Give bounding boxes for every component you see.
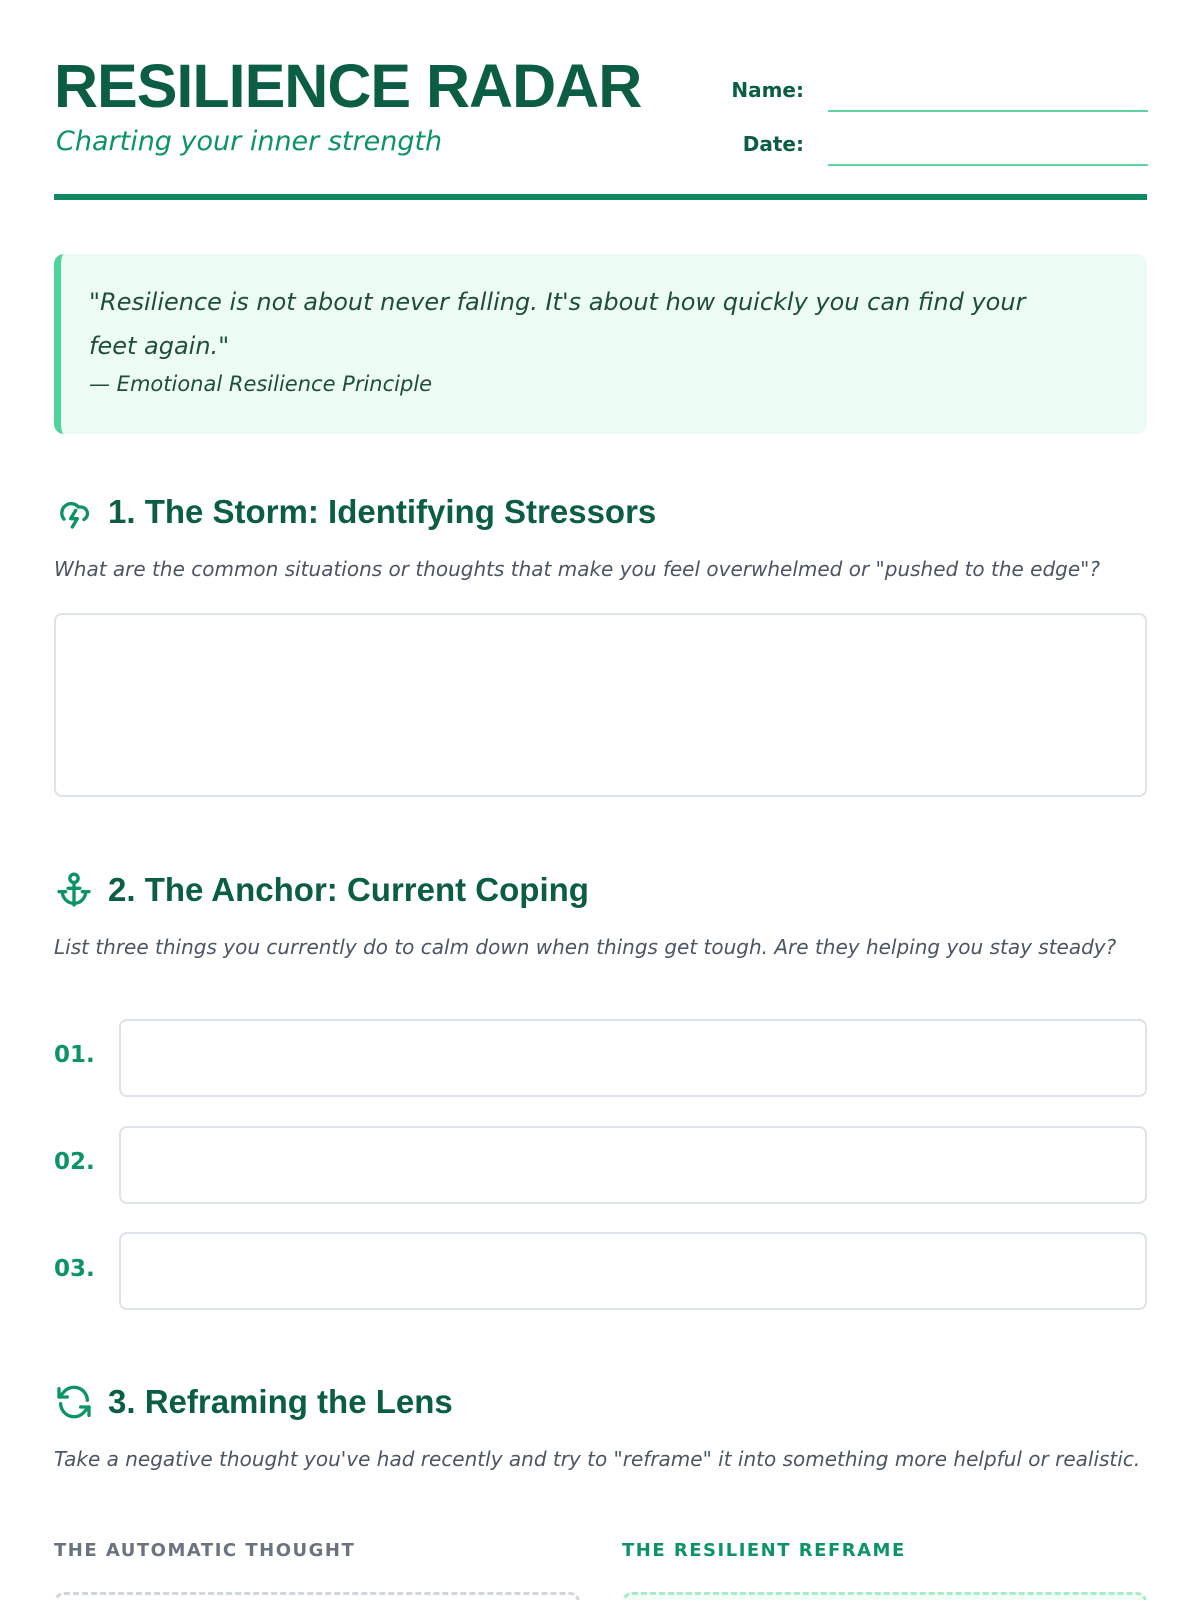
section-storm-header [54,490,656,534]
automatic-thought-label: THE AUTOMATIC THOUGHT [54,1540,356,1561]
section-anchor-header [54,868,589,912]
section-reframe-header [54,1380,453,1424]
name-label: Name: [731,78,804,102]
quote-source: — Emotional Resilience Principle [89,372,433,396]
section-prompt: Take a negative thought you've had recently and try to "reframe" it into something more helpful or realistic. [54,1447,1141,1471]
storm-cloud-icon [54,492,94,532]
quote-text: "Resilience is not about never falling. It's about how quickly you can find your feet again." [89,288,1026,360]
automatic-thought-input[interactable] [54,1592,580,1600]
section-title: 3. Reframing the Lens [108,1383,453,1420]
date-label: Date: [742,132,804,156]
section-prompt: What are the common situations or thoughts that make you feel overwhelmed or "pushed to the edge"? [54,557,1100,581]
resilient-reframe-input[interactable] [622,1592,1147,1600]
section-prompt: List three things you currently do to calm down when things get tough. Are they helping you stay steady? [54,935,1117,959]
page-subtitle: Charting your inner strength [56,126,443,157]
coping-item-input[interactable] [119,1019,1147,1097]
coping-item-input[interactable] [119,1232,1147,1310]
section-title: 1. The Storm: Identifying Stressors [108,493,657,530]
worksheet-header [54,52,1147,202]
section-title: 2. The Anchor: Current Coping [108,871,589,908]
name-field[interactable] [828,110,1148,112]
coping-item-input[interactable] [119,1126,1147,1204]
anchor-icon [54,870,94,910]
coping-item-number: 03. [54,1256,95,1282]
stressors-input[interactable] [54,613,1147,797]
quote-callout [54,254,1147,434]
header-divider [54,194,1147,200]
refresh-icon [54,1382,94,1422]
coping-item-number: 02. [54,1149,95,1175]
coping-item-number: 01. [54,1042,95,1068]
page-title: RESILIENCE RADAR [54,52,642,120]
resilient-reframe-label: THE RESILIENT REFRAME [622,1540,906,1561]
date-field[interactable] [828,164,1148,166]
